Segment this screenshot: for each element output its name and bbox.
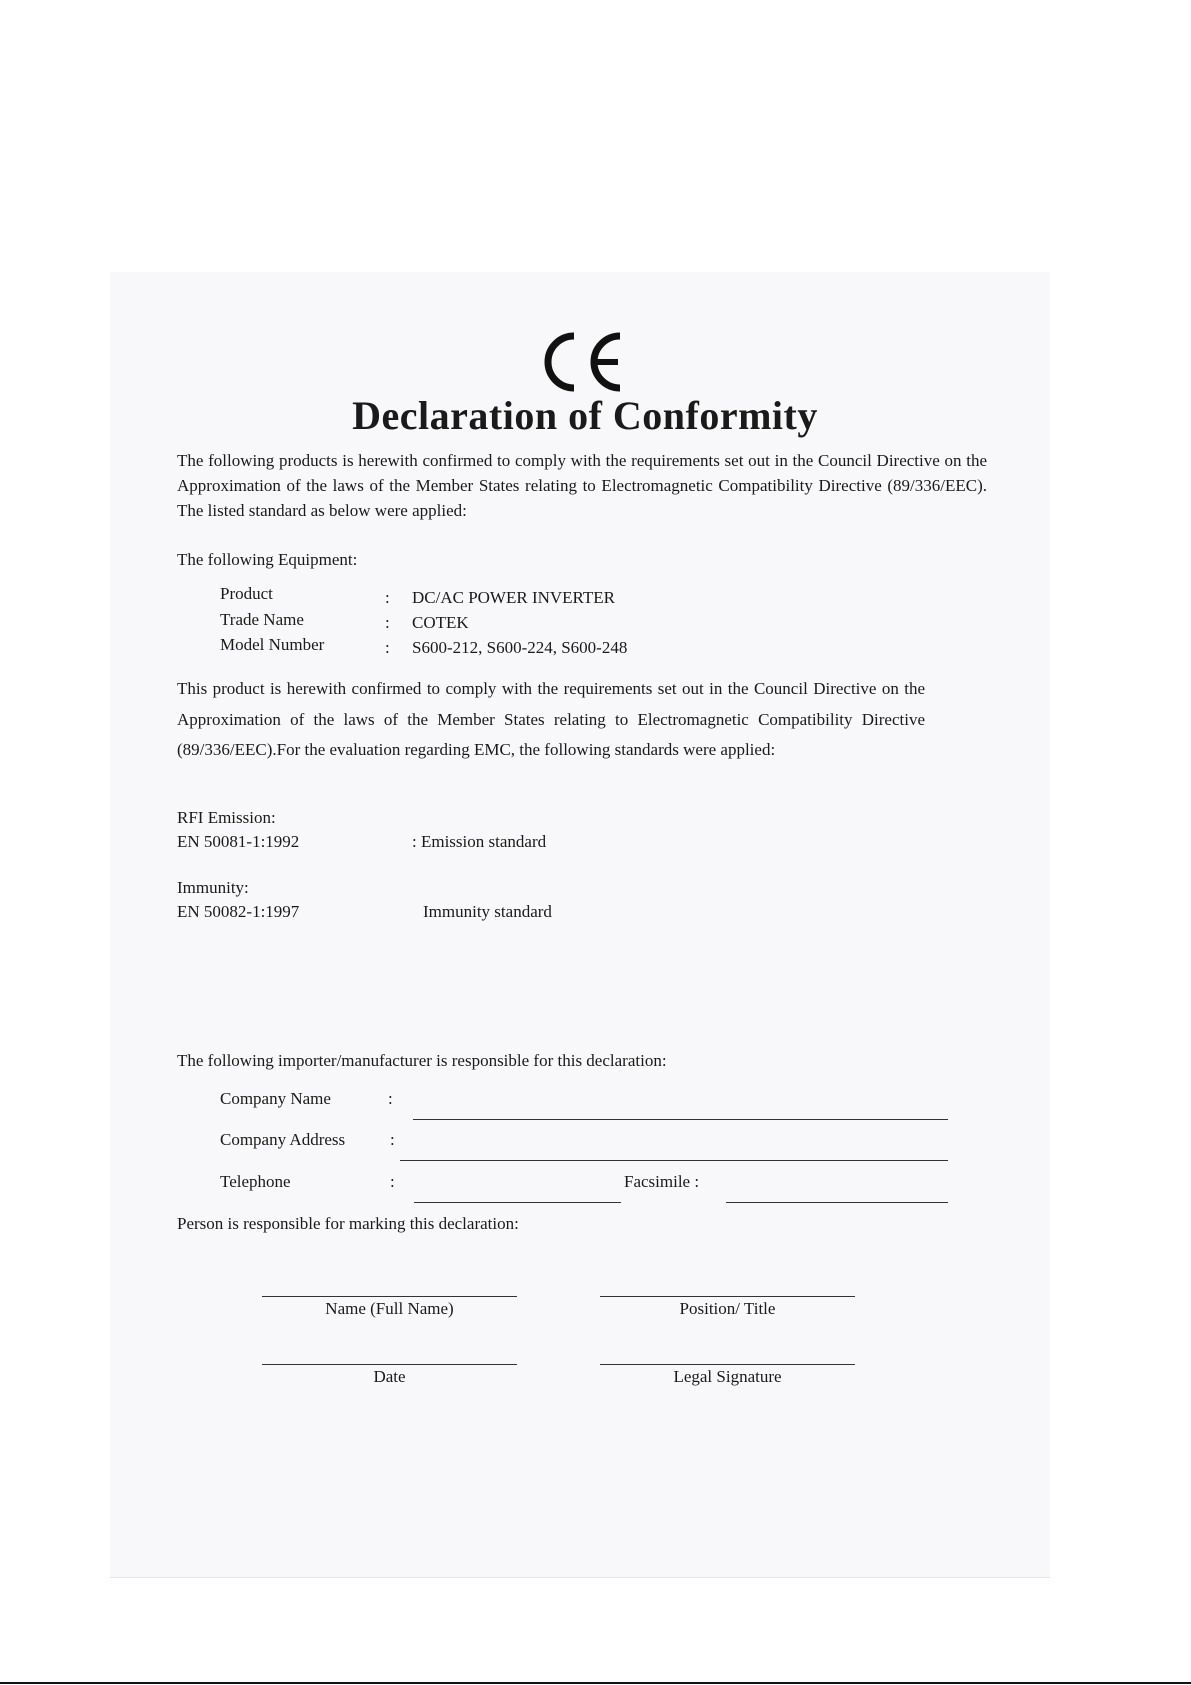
responsible-heading: The following importer/manufacturer is responsible for this declaration: [177, 1051, 667, 1070]
company-address-line[interactable] [400, 1160, 948, 1161]
page-bottom-rule [0, 1682, 1191, 1684]
equipment-label: Product [220, 584, 273, 603]
field-colon: : [388, 1089, 393, 1108]
equipment-value: DC/AC POWER INVERTER [412, 588, 615, 607]
document-title: Declaration of Conformity [352, 393, 818, 438]
equipment-colon: : [385, 638, 390, 657]
equipment-heading: The following Equipment: [177, 550, 358, 569]
equipment-value: S600-212, S600-224, S600-248 [412, 638, 628, 657]
equipment-value: COTEK [412, 613, 469, 632]
field-colon: : [390, 1130, 395, 1149]
facsimile-line[interactable] [726, 1202, 948, 1203]
company-address-label: Company Address [220, 1130, 346, 1149]
rfi-description: : Emission standard [412, 832, 547, 851]
rfi-standard: EN 50081-1:1992 [177, 832, 300, 851]
facsimile-label: Facsimile : [624, 1172, 700, 1191]
company-name-label: Company Name [220, 1089, 331, 1108]
rfi-heading: RFI Emission: [177, 808, 276, 827]
legal-signature-line[interactable] [600, 1364, 855, 1365]
immunity-description: Immunity standard [423, 902, 552, 921]
compliance-paragraph: This product is herewith confirmed to comply with the requirements set out in the Council Directive on the Approximation of the laws of the Member States relating to Electromagnetic Compatibility Directive (89/336/EEC).For the evaluation regarding EMC, the following standards were applied: [177, 679, 925, 759]
ce-mark-logo [540, 330, 630, 394]
field-colon: : [390, 1172, 395, 1191]
name-line[interactable] [262, 1296, 517, 1297]
telephone-line[interactable] [414, 1202, 621, 1203]
intro-paragraph: The following products is herewith confirmed to comply with the requirements set out in the Council Directive on the Approximation of the laws of the Member States relating to Electromagnetic Compatibility Directive (89/336/EEC). The listed standard as below were applied: [177, 451, 987, 520]
equipment-colon: : [385, 588, 390, 607]
scan-edge [110, 1577, 1050, 1578]
equipment-colon: : [385, 613, 390, 632]
company-name-line[interactable] [413, 1119, 948, 1120]
telephone-label: Telephone [220, 1172, 291, 1191]
date-line[interactable] [262, 1364, 517, 1365]
person-heading: Person is responsible for marking this declaration: [177, 1214, 519, 1233]
name-caption: Name (Full Name) [325, 1299, 454, 1318]
equipment-label: Trade Name [220, 610, 304, 629]
position-line[interactable] [600, 1296, 855, 1297]
equipment-label: Model Number [220, 635, 325, 654]
legal-signature-caption: Legal Signature [673, 1367, 782, 1386]
position-caption: Position/ Title [679, 1299, 776, 1318]
date-caption: Date [373, 1367, 406, 1386]
immunity-heading: Immunity: [177, 878, 249, 897]
immunity-standard: EN 50082-1:1997 [177, 902, 300, 921]
